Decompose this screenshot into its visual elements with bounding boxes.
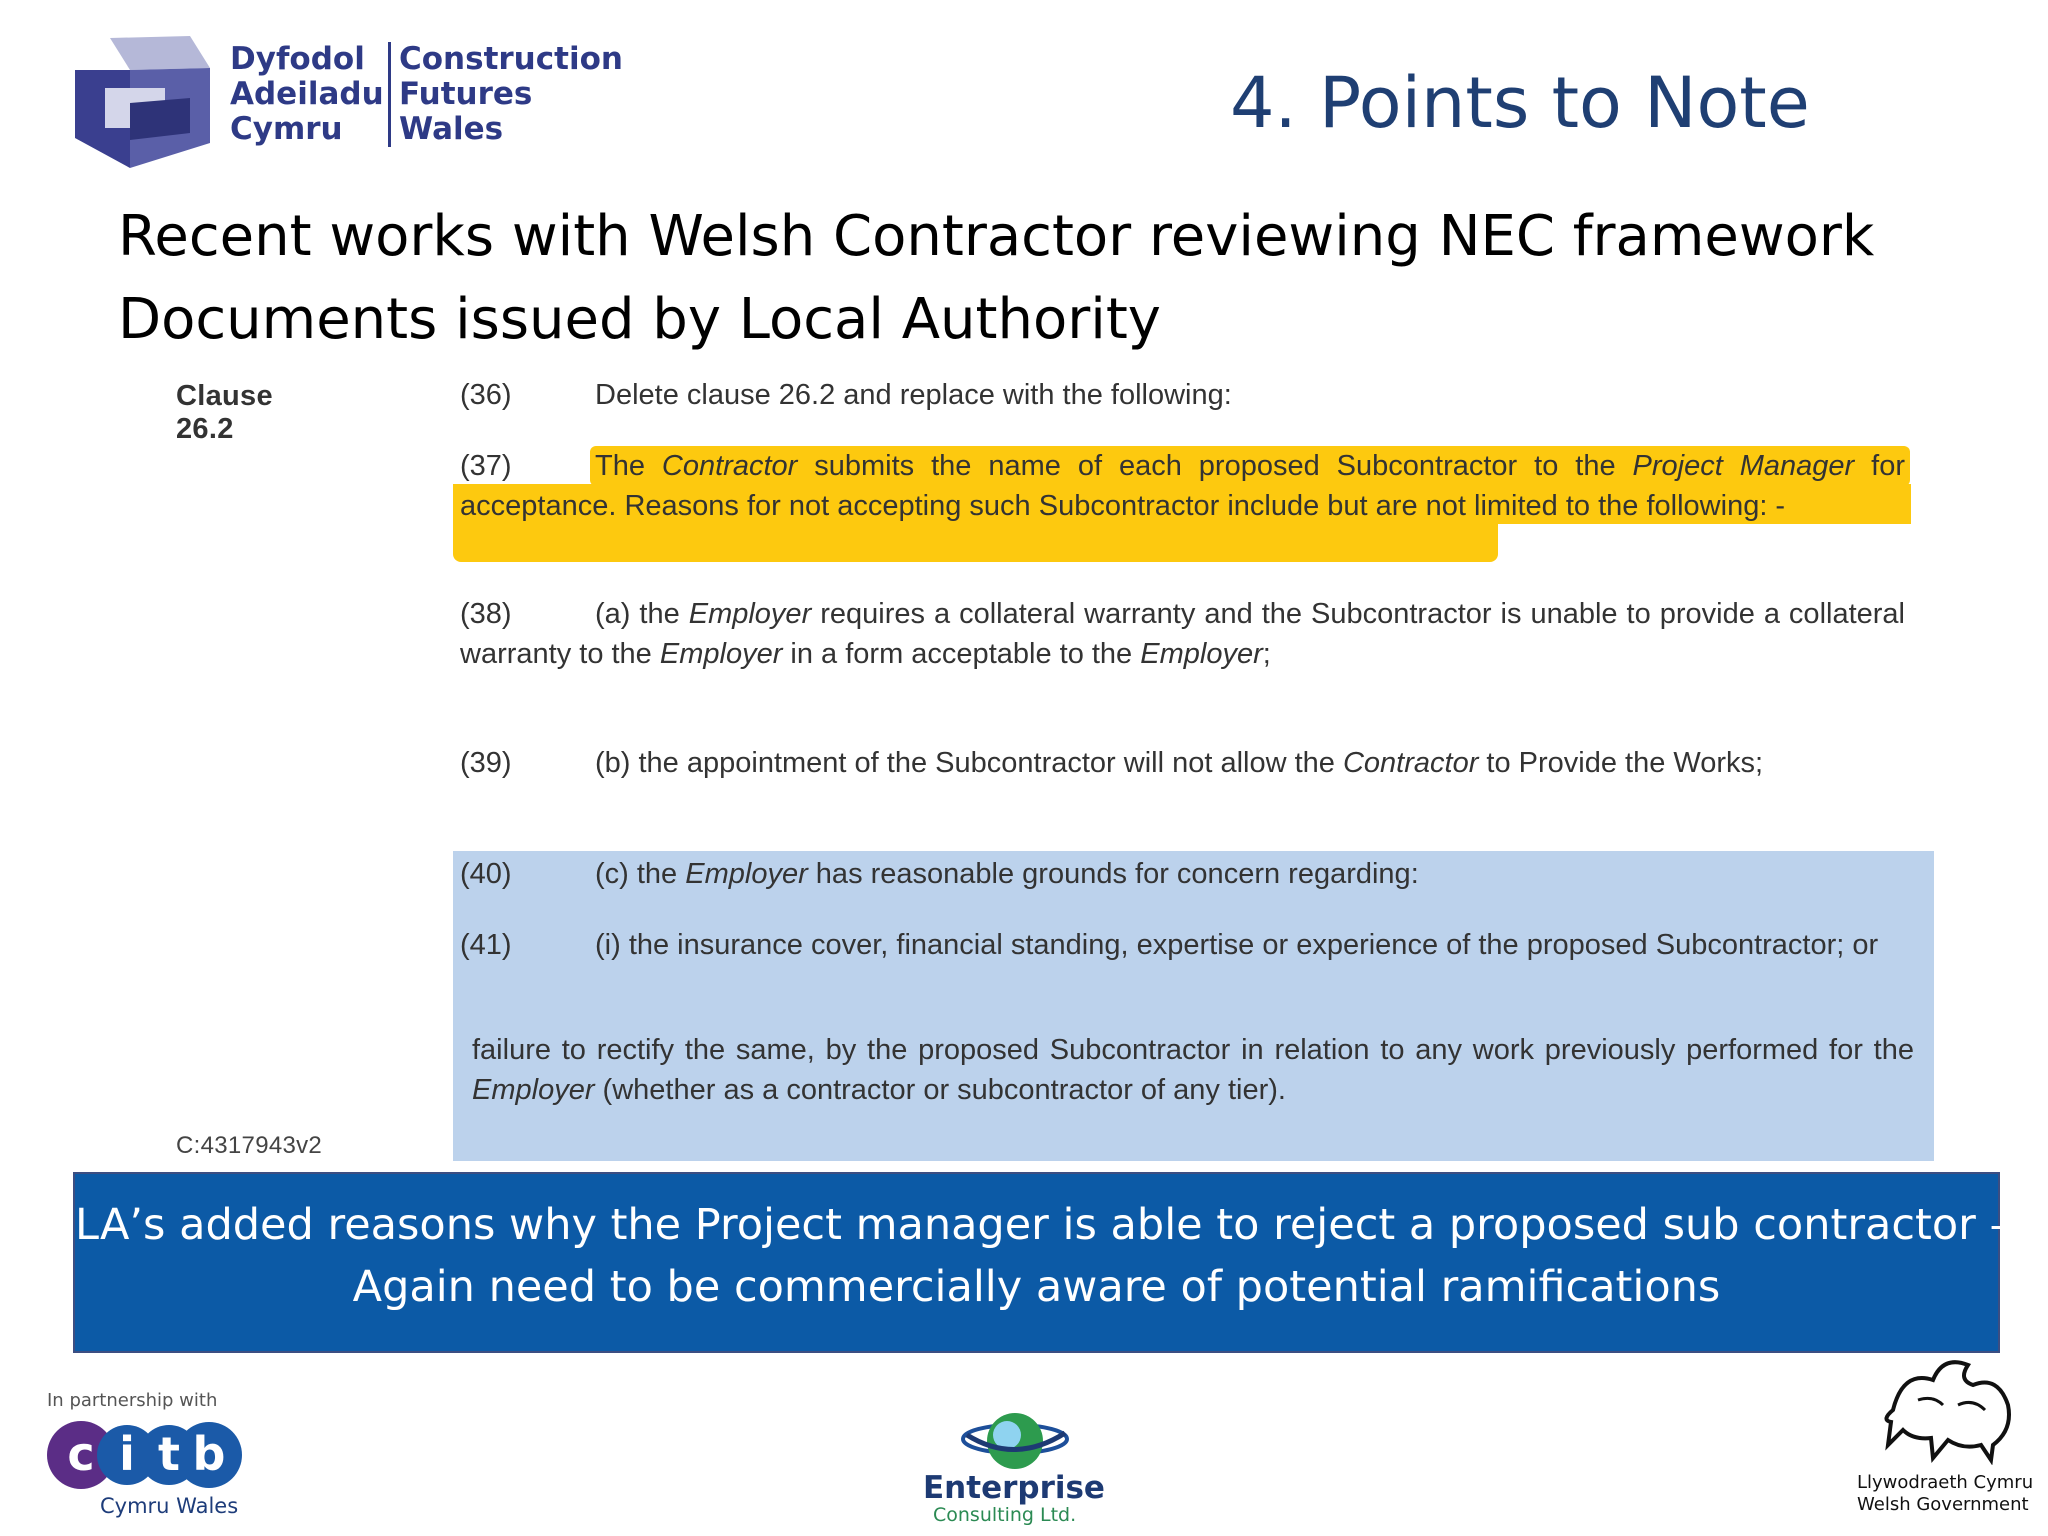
paragraph-number: (38) bbox=[460, 598, 512, 630]
subtitle-line: Documents issued by Local Authority bbox=[118, 287, 1161, 352]
defined-term: Employer bbox=[472, 1073, 595, 1106]
paragraph-number: (39) bbox=[460, 747, 512, 779]
paragraph-number: (37) bbox=[460, 450, 512, 482]
callout-line: Again need to be commercially aware of potential ramifications bbox=[352, 1262, 1721, 1312]
enterprise-wordmark: Enterprise bbox=[923, 1470, 1105, 1506]
paragraph-text: ; bbox=[1262, 637, 1271, 670]
paragraph-text: for acceptance. Reasons for not accepting such Subcontractor include but are not limited to the following: - bbox=[460, 450, 1905, 522]
paragraph-text: (b) the appointment of the Subcontractor will not allow the bbox=[595, 747, 1343, 779]
paragraph-text: submits the name of each proposed Subcontractor to the bbox=[797, 450, 1633, 482]
svg-text:c: c bbox=[67, 1427, 95, 1481]
paragraph-38 bbox=[460, 595, 1905, 674]
defined-term: Project Manager bbox=[1632, 450, 1855, 482]
paragraph-text: to Provide the Works; bbox=[1478, 747, 1764, 779]
logo-word: Construction bbox=[399, 41, 623, 77]
defined-term: Contractor bbox=[1342, 747, 1479, 779]
globe-icon bbox=[905, 1405, 1125, 1475]
yellow-highlight bbox=[453, 522, 1498, 562]
citb-partnership-text: In partnership with bbox=[47, 1390, 218, 1411]
paragraph-number: (40) bbox=[460, 858, 512, 890]
subtitle-line: Recent works with Welsh Contractor reviewing NEC framework bbox=[118, 204, 1875, 269]
defined-term: Employer bbox=[1140, 637, 1263, 670]
paragraph-text: The bbox=[595, 450, 662, 482]
clause-label: Clause 26.2 bbox=[176, 380, 273, 445]
paragraph-text: (i) the insurance cover, financial standing, expertise or experience of the proposed Subcontractor; or bbox=[595, 929, 1879, 961]
logo-word: Cymru bbox=[230, 111, 343, 147]
citb-logo bbox=[45, 1390, 265, 1525]
paragraph-41 bbox=[460, 926, 1905, 966]
welsh-government-logo bbox=[1845, 1350, 2035, 1530]
enterprise-subtext: Consulting Ltd. bbox=[933, 1504, 1077, 1526]
paragraph-text: (a) the bbox=[595, 598, 689, 630]
logo-word: Wales bbox=[399, 111, 504, 147]
paragraph-text: has reasonable grounds for concern regarding: bbox=[807, 858, 1419, 890]
paragraph-number: (36) bbox=[460, 379, 512, 411]
document-reference: C:4317943v2 bbox=[176, 1132, 323, 1159]
blue-highlight-panel bbox=[453, 851, 1934, 1161]
paragraph-39 bbox=[460, 744, 1905, 784]
svg-text:i: i bbox=[119, 1427, 135, 1481]
paragraph-text: Delete clause 26.2 and replace with the following: bbox=[595, 379, 1232, 411]
welsh-gov-text: Welsh Government bbox=[1857, 1494, 2029, 1515]
svg-text:t: t bbox=[158, 1427, 180, 1481]
callout-box bbox=[73, 1172, 2012, 1353]
logo-english-text bbox=[388, 42, 623, 147]
paragraph-text: requires a collateral warranty and the Subcontractor is unable to provide a collateral warranty to the bbox=[460, 598, 1905, 670]
paragraph-40 bbox=[460, 855, 1905, 895]
paragraph-37 bbox=[460, 447, 1905, 526]
defined-term: Employer bbox=[688, 598, 812, 630]
enterprise-consulting-logo bbox=[905, 1405, 1125, 1530]
construction-futures-wales-logo bbox=[70, 28, 623, 178]
welsh-gov-text: Llywodraeth Cymru bbox=[1857, 1472, 2034, 1493]
citb-subtext: Cymru Wales bbox=[100, 1494, 239, 1518]
cube-logo-icon bbox=[70, 28, 220, 178]
paragraph-number: (41) bbox=[460, 929, 512, 961]
citb-wordmark-icon bbox=[45, 1418, 245, 1492]
dragon-icon bbox=[1873, 1350, 2023, 1465]
slide-subtitle bbox=[118, 195, 1918, 361]
paragraph-36 bbox=[460, 376, 1905, 416]
logo-welsh-text bbox=[230, 42, 384, 147]
svg-text:b: b bbox=[192, 1427, 226, 1481]
paragraph-text: in a form acceptable to the bbox=[782, 637, 1141, 670]
paragraph-text: failure to rectify the same, by the proposed Subcontractor in relation to any work previously performed for the bbox=[472, 1034, 1914, 1066]
slide-title: 4. Points to Note bbox=[1230, 62, 1810, 144]
paragraph-text: (whether as a contractor or subcontractor of any tier). bbox=[594, 1073, 1286, 1106]
logo-word: Adeiladu bbox=[230, 76, 384, 112]
defined-term: Contractor bbox=[661, 450, 798, 482]
logo-word: Futures bbox=[399, 76, 533, 112]
callout-line: LA’s added reasons why the Project manager is able to reject a proposed sub contractor – bbox=[75, 1200, 2012, 1250]
logo-word: Dyfodol bbox=[230, 41, 365, 77]
defined-term: Employer bbox=[685, 858, 808, 890]
paragraph-failure bbox=[472, 1031, 1914, 1110]
defined-term: Employer bbox=[659, 637, 783, 670]
paragraph-text: (c) the bbox=[595, 858, 686, 890]
